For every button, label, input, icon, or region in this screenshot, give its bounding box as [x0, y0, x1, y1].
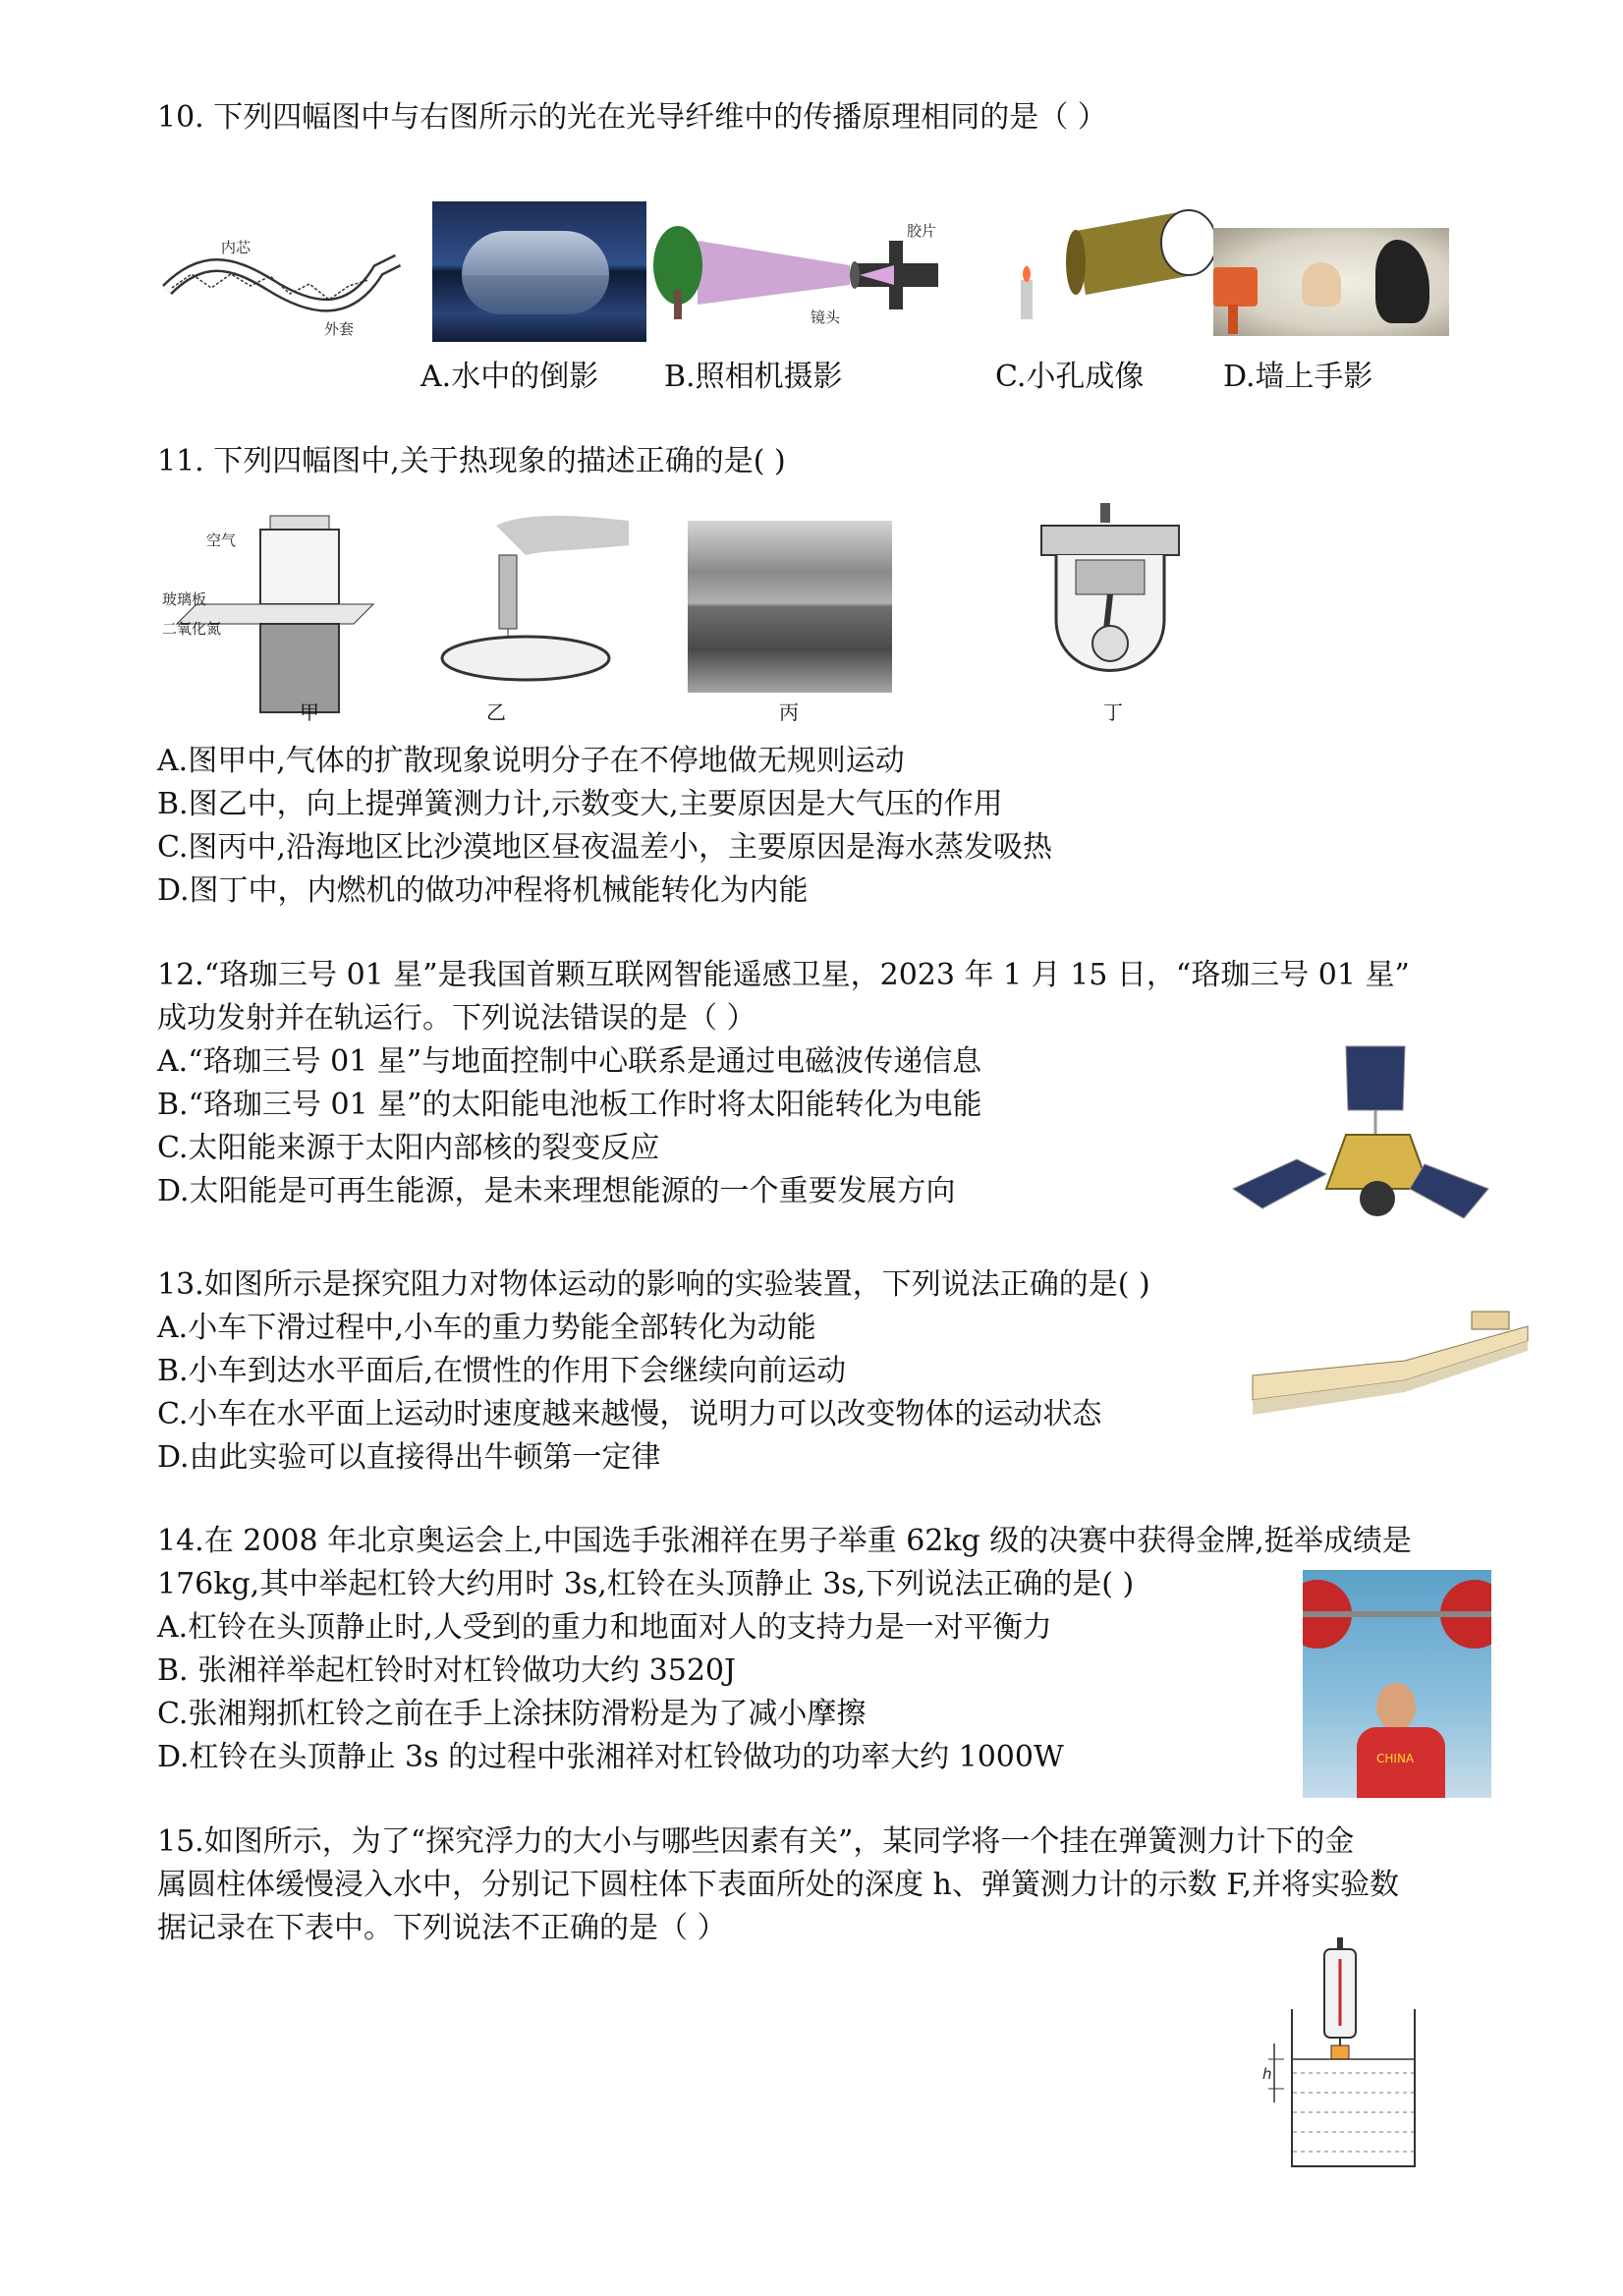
air-label: 空气	[206, 532, 237, 549]
q12-option-a: A.“珞珈三号 01 星”与地面控制中心联系是通过电磁波传递信息	[157, 1044, 982, 1079]
camera-diagram	[653, 206, 953, 334]
lamp-stand-shape	[1228, 305, 1238, 334]
q11-option-d: D.图丁中，内燃机的做功冲程将机械能转化为内能	[157, 873, 809, 908]
q12-option-d: D.太阳能是可再生能源，是未来理想能源的一个重要发展方向	[157, 1174, 956, 1208]
q13-option-a: A.小车下滑过程中,小车的重力势能全部转化为动能	[157, 1311, 816, 1345]
q13-stem: 13.如图所示是探究阻力对物体运动的影响的实验装置，下列说法正确的是( )	[157, 1267, 1150, 1302]
dog-shadow-shape	[1375, 240, 1429, 323]
q12-option-b: B.“珞珈三号 01 星”的太阳能电池板工作时将太阳能转化为电能	[157, 1088, 982, 1122]
q13-option-b: B.小车到达水平面后,在惯性的作用下会继续向前运动	[157, 1354, 847, 1388]
pinhole-diagram	[1007, 182, 1213, 339]
q14-option-c: C.张湘翔抓杠铃之前在手上涂抹防滑粉是为了减小摩擦	[157, 1697, 867, 1731]
q14-option-b: B. 张湘祥举起杠铃时对杠铃做功大约 3520J	[157, 1653, 737, 1688]
athlete-head	[1376, 1683, 1416, 1730]
depth-h-label: h	[1262, 2065, 1272, 2083]
spring-scale-diagram	[437, 511, 634, 693]
film-label: 胶片	[907, 222, 937, 240]
q11-option-a: A.图甲中,气体的扩散现象说明分子在不停地做无规则运动	[157, 744, 905, 778]
fiber-core-label: 内芯	[221, 239, 252, 256]
q14-stem-line2: 176kg,其中举起杠铃大约用时 3s,杠铃在头顶静止 3s,下列说法正确的是( )	[157, 1567, 1135, 1601]
dome-reflection-shape	[462, 275, 609, 314]
q12-option-c: C.太阳能来源于太阳内部核的裂变反应	[157, 1131, 660, 1165]
q14-option-d: D.杠铃在头顶静止 3s 的过程中张湘祥对杠铃做功的功率大约 1000W	[157, 1740, 1064, 1774]
q11-stem: 11. 下列四幅图中,关于热现象的描述正确的是( )	[157, 444, 786, 478]
engine-diagram	[1032, 501, 1189, 717]
q10-caption-b: B.照相机摄影	[664, 360, 843, 394]
lens-label: 镜头	[811, 308, 841, 326]
q11-option-c: C.图丙中,沿海地区比沙漠地区昼夜温差小，主要原因是海水蒸发吸热	[157, 830, 1052, 865]
hand-shape	[1302, 262, 1341, 307]
q10-caption-c: C.小孔成像	[995, 360, 1145, 394]
fig-label-ding: 丁	[1103, 700, 1123, 724]
no2-label: 二氧化氮	[162, 620, 222, 638]
fig-label-jia: 甲	[300, 700, 319, 724]
q11-option-b: B.图乙中，向上提弹簧测力计,示数变大,主要原因是大气压的作用	[157, 787, 1003, 821]
diffusion-jars-diagram	[157, 506, 383, 727]
opera-dome-shape	[462, 231, 609, 275]
q14-stem-line1: 14.在 2008 年北京奥运会上,中国选手张湘祥在男子举重 62kg 级的决赛中获得金牌,挺举成绩是	[157, 1524, 1412, 1558]
fiber-diagram	[162, 231, 427, 339]
weightlifter-photo	[1303, 1570, 1491, 1798]
coastal-city-photo	[688, 521, 892, 693]
q13-option-c: C.小车在水平面上运动时速度越来越慢，说明力可以改变物体的运动状态	[157, 1397, 1102, 1431]
glass-plate-label: 玻璃板	[162, 590, 207, 608]
lamp-shape	[1213, 267, 1258, 307]
q15-stem-line2: 属圆柱体缓慢浸入水中，分别记下圆柱体下表面所处的深度 h、弹簧测力计的示数 F,并将实验数	[157, 1868, 1400, 1902]
fig-label-yi: 乙	[486, 700, 506, 724]
fiber-cladding-label: 外套	[324, 320, 355, 338]
q10-caption-d: D.墙上手影	[1223, 360, 1373, 394]
jersey-text: CHINA	[1376, 1752, 1415, 1765]
q14-option-a: A.杠铃在头顶静止时,人受到的重力和地面对人的支持力是一对平衡力	[157, 1610, 1052, 1645]
q10-caption-a: A.水中的倒影	[420, 360, 599, 394]
hand-shadow-photo	[1213, 228, 1449, 336]
q10-stem: 10. 下列四幅图中与右图所示的光在光导纤维中的传播原理相同的是（ ）	[157, 100, 1107, 135]
q15-stem-line3: 据记录在下表中。下列说法不正确的是（ ）	[157, 1911, 727, 1945]
incline-cart-diagram	[1248, 1302, 1533, 1425]
q12-stem-line1: 12.“珞珈三号 01 星”是我国首颗互联网智能遥感卫星，2023 年 1 月 15 日，“珞珈三号 01 星”	[157, 958, 1410, 992]
q15-stem-line1: 15.如图所示，为了“探究浮力的大小与哪些因素有关”，某同学将一个挂在弹簧测力计下的金	[157, 1824, 1355, 1859]
reflection-photo	[432, 201, 646, 342]
q12-stem-line2: 成功发射并在轨运行。下列说法错误的是（ ）	[157, 1001, 756, 1036]
q13-option-d: D.由此实验可以直接得出牛顿第一定律	[157, 1440, 661, 1475]
buoyancy-diagram	[1262, 1935, 1425, 2171]
barbell-bar	[1303, 1611, 1491, 1617]
fig-label-bing: 丙	[779, 700, 799, 724]
satellite-image	[1228, 1041, 1493, 1233]
